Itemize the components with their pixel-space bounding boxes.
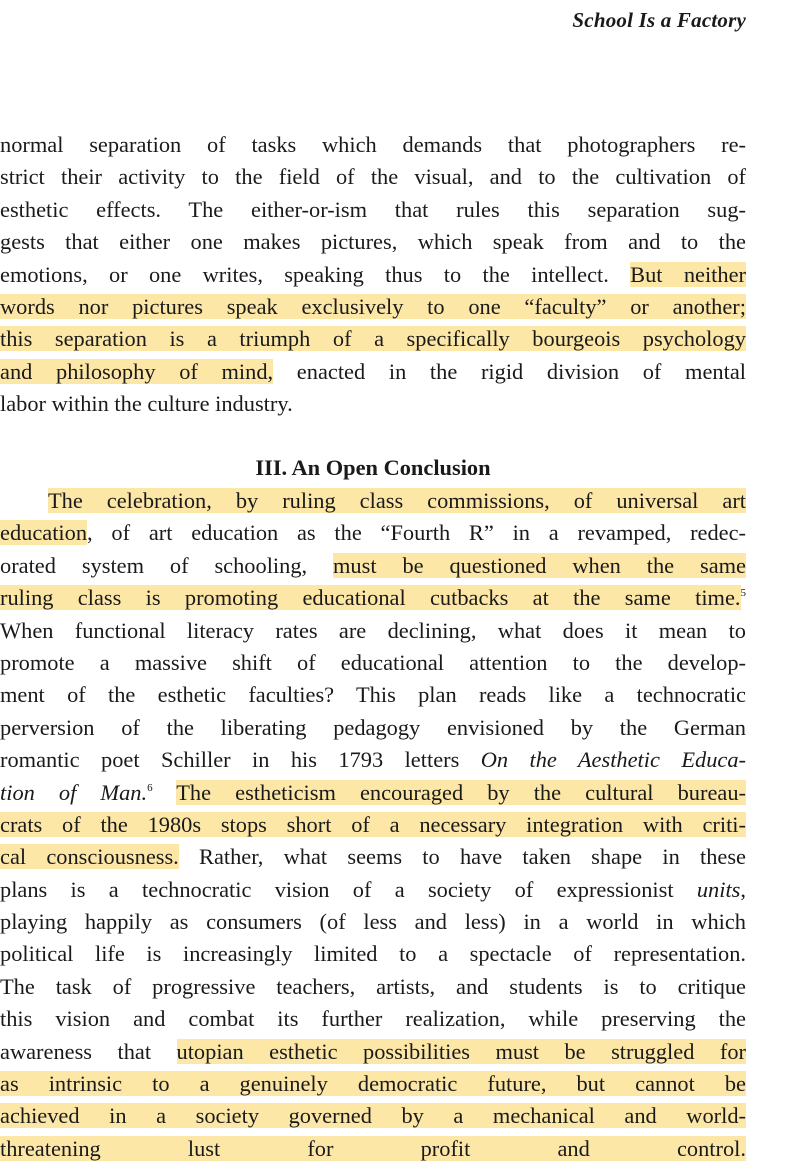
text-line: [0, 971, 746, 1003]
text-segment: When functional literacy rates are declining, what does it mean to: [0, 617, 746, 643]
highlighted-text: ruling class is promoting educational cutbacks at the same time.: [0, 585, 741, 611]
text-segment: romantic poet Schiller in his 1793 letters: [0, 747, 481, 773]
text-segment: labor within the culture industry.: [0, 391, 293, 417]
footnote-marker: 6: [147, 781, 153, 794]
text-segment: playing happily as consumers (of less and less) in a world in which: [0, 909, 746, 935]
text-line: [0, 1068, 746, 1100]
footnote-marker: 5: [740, 587, 746, 600]
text-line: [0, 388, 746, 420]
running-head: School Is a Factory: [572, 8, 746, 32]
section-heading: III. An Open Conclusion: [255, 455, 491, 480]
text-line: [0, 615, 746, 647]
italic-text: tion of Man.: [0, 779, 148, 805]
highlighted-text: crats of the 1980s stops short of a necessary integration with criti-: [0, 811, 746, 837]
text-line: [0, 777, 746, 809]
text-segment: gests that either one makes pictures, which speak from and to the: [0, 229, 746, 255]
text-line: [0, 550, 746, 582]
text-line: [0, 938, 746, 970]
text-segment: promote a massive shift of educational attention to the develop-: [0, 649, 746, 675]
text-line: [0, 323, 746, 355]
text-segment: [153, 780, 177, 805]
text-line: [0, 1100, 746, 1132]
highlighted-text: The estheticism encouraged by the cultural bureau-: [176, 779, 746, 805]
text-line: [0, 1133, 746, 1165]
highlighted-text: achieved in a society governed by a mechanical and world-: [0, 1103, 746, 1129]
italic-text: On the Aesthetic Educa-: [480, 747, 746, 773]
text-segment: strict their activity to the field of the visual, and to the cultivation of: [0, 164, 746, 190]
paragraph-1: [0, 129, 746, 421]
text-line: [0, 291, 746, 323]
text-line: [0, 485, 746, 517]
text-segment: emotions, or one writes, speaking thus to the intellect.: [0, 261, 631, 287]
text-segment: political life is increasingly limited to a spectacle of representation.: [0, 941, 746, 967]
text-segment: Rather, what seems to have taken shape in these: [178, 844, 746, 870]
text-segment: ment of the esthetic faculties? This plan reads like a technocratic: [0, 682, 746, 708]
text-segment: enacted in the rigid division of mental: [273, 358, 746, 384]
text-segment: esthetic effects. The either-or-ism that rules this separation sug-: [0, 196, 746, 222]
text-line: [0, 1003, 746, 1035]
text-line: [0, 744, 746, 776]
text-line: [0, 809, 746, 841]
text-line: [0, 582, 746, 614]
text-segment: , of art education as the “Fourth R” in a revamped, redec-: [87, 520, 746, 546]
italic-text: units: [696, 876, 741, 902]
highlighted-text: and philosophy of mind,: [0, 358, 274, 384]
text-line: [0, 647, 746, 679]
highlighted-text: as intrinsic to a genuinely democratic future, but cannot be: [0, 1071, 746, 1097]
text-segment: awareness that: [0, 1038, 177, 1064]
text-line: [0, 161, 746, 193]
highlighted-text: this separation is a triumph of a specifically bourgeois psychology: [0, 326, 746, 352]
highlighted-text: must be questioned when the same: [333, 552, 746, 578]
text-line: [0, 906, 746, 938]
text-line: [0, 129, 746, 161]
text-line: [0, 1036, 746, 1068]
text-segment: The task of progressive teachers, artists, and students is to critique: [0, 973, 746, 999]
highlighted-text: threatening lust for profit and control.: [0, 1135, 746, 1161]
text-line: [0, 874, 746, 906]
text-line: [0, 841, 746, 873]
text-line: [0, 679, 746, 711]
highlighted-text: cal consciousness.: [0, 844, 179, 870]
highlighted-text: utopian esthetic possibilities must be struggled for: [176, 1038, 746, 1064]
text-segment: normal separation of tasks which demands that photographers re-: [0, 132, 746, 157]
text-line: [0, 356, 746, 388]
text-segment: perversion of the liberating pedagogy envisioned by the German: [0, 714, 746, 740]
paragraph-2: [0, 485, 746, 1165]
text-segment: orated system of schooling,: [0, 552, 334, 578]
highlighted-text: The celebration, by ruling class commissions, of universal art: [48, 488, 746, 513]
text-line: [0, 712, 746, 744]
text-segment: plans is a technocratic vision of a society of expressionist: [0, 876, 697, 902]
highlighted-text: education: [0, 520, 88, 546]
highlighted-text: But neither: [630, 261, 746, 287]
text-line: [0, 194, 746, 226]
text-segment: this vision and combat its further realization, while preserving the: [0, 1006, 746, 1032]
text-line: [0, 226, 746, 258]
highlighted-text: words nor pictures speak exclusively to one “faculty” or another;: [0, 293, 746, 319]
text-line: [0, 517, 746, 549]
text-segment: ,: [740, 876, 746, 902]
text-line: [0, 259, 746, 291]
